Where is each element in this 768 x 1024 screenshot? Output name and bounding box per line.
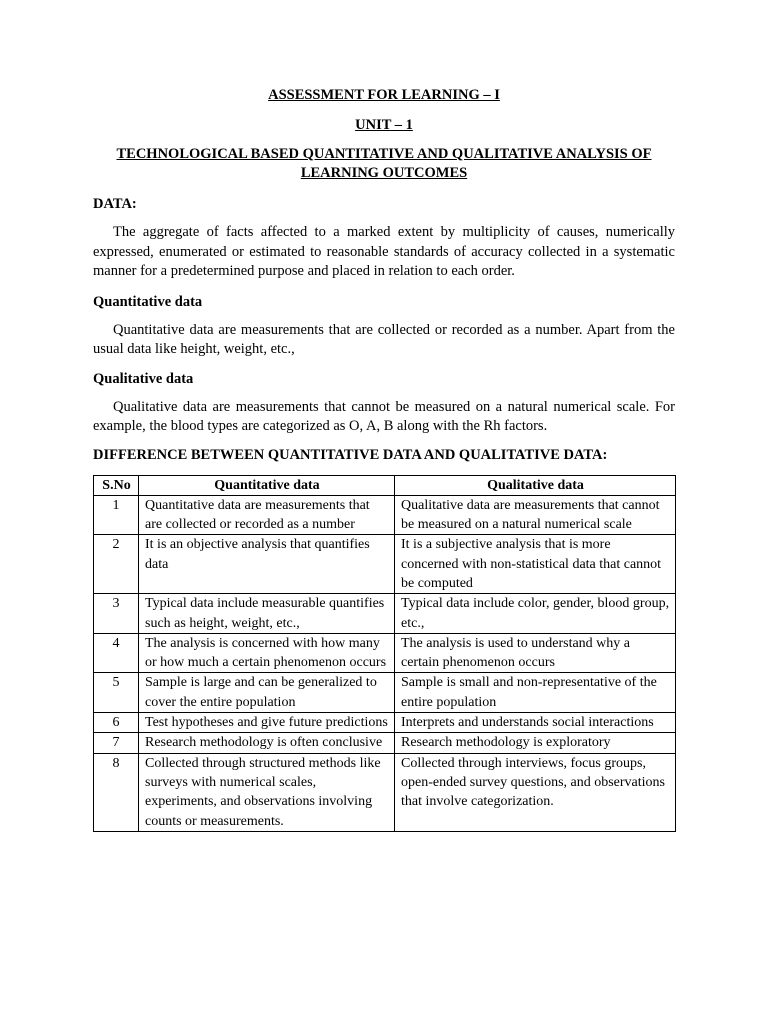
data-paragraph: The aggregate of facts affected to a marked extent by multiplicity of causes, numerically expressed, enumerated or estimated to reasonable standards of accuracy collected in a systematic manner for a predetermined purpose and placed in relation to each order. bbox=[93, 224, 675, 279]
column-header-qualitative: Qualitative data bbox=[395, 475, 676, 495]
quantitative-heading: Quantitative data bbox=[93, 293, 203, 310]
table-row bbox=[94, 753, 676, 831]
qualitative-cell: Typical data include color, gender, blood group, etc., bbox=[395, 594, 676, 634]
row-number: 6 bbox=[94, 713, 139, 733]
row-number: 2 bbox=[94, 535, 139, 594]
quantitative-cell: Research methodology is often conclusive bbox=[139, 733, 395, 753]
quantitative-cell: Sample is large and can be generalized to cover the entire population bbox=[139, 673, 395, 713]
row-number: 7 bbox=[94, 733, 139, 753]
document-page bbox=[93, 86, 675, 832]
table-row bbox=[94, 733, 676, 753]
column-header-sno: S.No bbox=[94, 475, 139, 495]
unit-title: UNIT – 1 bbox=[355, 117, 413, 133]
subtitle: TECHNOLOGICAL BASED QUANTITATIVE AND QUALITATIVE ANALYSIS OF LEARNING OUTCOMES bbox=[116, 146, 652, 181]
quantitative-cell: Typical data include measurable quantifies such as height, weight, etc., bbox=[139, 594, 395, 634]
qualitative-cell: Collected through interviews, focus groups, open-ended survey questions, and observations that involve categorization. bbox=[395, 753, 676, 831]
table-header-row bbox=[94, 475, 676, 495]
quantitative-cell: Test hypotheses and give future predictions bbox=[139, 713, 395, 733]
table-row bbox=[94, 713, 676, 733]
difference-table bbox=[93, 475, 676, 832]
qualitative-cell: The analysis is used to understand why a certain phenomenon occurs bbox=[395, 633, 676, 673]
quantitative-cell: It is an objective analysis that quantifies data bbox=[139, 535, 395, 594]
table-row bbox=[94, 633, 676, 673]
quantitative-cell: Quantitative data are measurements that are collected or recorded as a number bbox=[139, 495, 395, 535]
quantitative-cell: The analysis is concerned with how many or how much a certain phenomenon occurs bbox=[139, 633, 395, 673]
row-number: 4 bbox=[94, 633, 139, 673]
qualitative-cell: Qualitative data are measurements that cannot be measured on a natural numerical scale bbox=[395, 495, 676, 535]
table-row bbox=[94, 495, 676, 535]
quantitative-paragraph: Quantitative data are measurements that are collected or recorded as a number. Apart from the usual data like height, weight, etc., bbox=[93, 321, 675, 357]
qualitative-cell: Sample is small and non-representative of the entire population bbox=[395, 673, 676, 713]
table-row bbox=[94, 594, 676, 634]
row-number: 1 bbox=[94, 495, 139, 535]
table-row bbox=[94, 673, 676, 713]
table-row bbox=[94, 535, 676, 594]
row-number: 8 bbox=[94, 753, 139, 831]
quantitative-cell: Collected through structured methods like surveys with numerical scales, experiments, and observations involving counts or measurements. bbox=[139, 753, 395, 831]
row-number: 3 bbox=[94, 594, 139, 634]
difference-heading: DIFFERENCE BETWEEN QUANTITATIVE DATA AND QUALITATIVE DATA: bbox=[93, 446, 608, 463]
qualitative-cell: Interprets and understands social interactions bbox=[395, 713, 676, 733]
column-header-quantitative: Quantitative data bbox=[139, 475, 395, 495]
document-title: ASSESSMENT FOR LEARNING – I bbox=[268, 87, 500, 103]
qualitative-cell: It is a subjective analysis that is more concerned with non-statistical data that cannot be computed bbox=[395, 535, 676, 594]
qualitative-paragraph: Qualitative data are measurements that cannot be measured on a natural numerical scale. For example, the blood types are categorized as O, A, B along with the Rh factors. bbox=[93, 398, 675, 434]
row-number: 5 bbox=[94, 673, 139, 713]
qualitative-heading: Qualitative data bbox=[93, 370, 194, 387]
data-heading: DATA: bbox=[93, 196, 137, 212]
qualitative-cell: Research methodology is exploratory bbox=[395, 733, 676, 753]
